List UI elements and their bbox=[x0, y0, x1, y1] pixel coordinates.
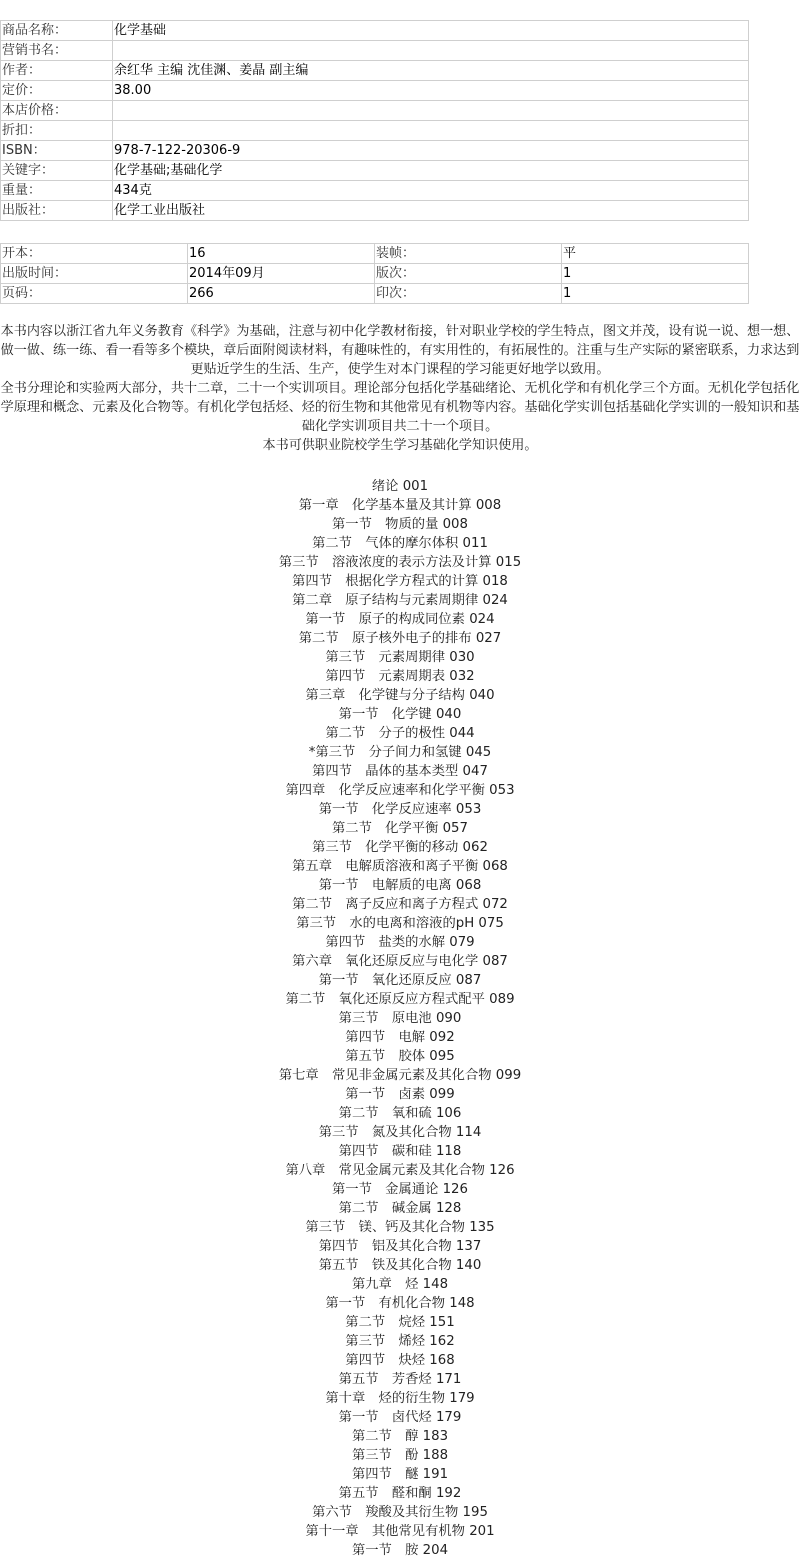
toc-entry: 第三节 原电池 090 bbox=[338, 1011, 462, 1026]
field-label: 重量： bbox=[1, 181, 113, 201]
book-description bbox=[0, 322, 800, 455]
toc-entry: 第五节 芳香烃 171 bbox=[338, 1372, 462, 1387]
field-value: 化学基础 bbox=[113, 21, 749, 41]
toc-entry: 第四节 电解 092 bbox=[345, 1030, 455, 1045]
spec-value: 平 bbox=[562, 244, 749, 264]
toc-entry: 第五节 铁及其化合物 140 bbox=[318, 1258, 482, 1273]
toc-entry: 第二节 离子反应和离子方程式 072 bbox=[292, 897, 508, 912]
toc-entry: 第一节 化学键 040 bbox=[338, 707, 462, 722]
toc-entry: 第三节 烯烃 162 bbox=[345, 1334, 455, 1349]
product-info-row bbox=[1, 201, 749, 221]
toc-entry: 第四节 炔烃 168 bbox=[345, 1353, 455, 1368]
spec-row bbox=[1, 244, 749, 264]
toc-entry: 第三节 水的电离和溶液的pH 075 bbox=[296, 916, 504, 931]
spec-value: 1 bbox=[562, 284, 749, 304]
toc-entry: 第五节 醛和酮 192 bbox=[338, 1486, 462, 1501]
toc-entry: 第一节 化学反应速率 053 bbox=[318, 802, 482, 817]
table-of-contents bbox=[0, 477, 800, 1560]
spec-value: 16 bbox=[188, 244, 375, 264]
toc-entry: 第二节 化学平衡 057 bbox=[332, 821, 468, 836]
field-value bbox=[113, 121, 749, 141]
toc-entry: 第一节 电解质的电离 068 bbox=[318, 878, 482, 893]
toc-entry: 第一章 化学基本量及其计算 008 bbox=[298, 498, 502, 513]
description-paragraph: 本书可供职业院校学生学习基础化学知识使用。 bbox=[262, 438, 538, 453]
toc-entry: 第二章 原子结构与元素周期律 024 bbox=[292, 593, 508, 608]
book-specs-body bbox=[1, 244, 749, 304]
toc-entry: 第二节 氧化还原反应方程式配平 089 bbox=[285, 992, 515, 1007]
toc-entry: 第一节 物质的量 008 bbox=[332, 517, 468, 532]
toc-entry: 第六章 氧化还原反应与电化学 087 bbox=[292, 954, 508, 969]
toc-entry: 绪论 001 bbox=[371, 479, 429, 494]
book-specs-table bbox=[0, 243, 749, 304]
field-label: 定价： bbox=[1, 81, 113, 101]
toc-entry: 第四节 醚 191 bbox=[351, 1467, 449, 1482]
spec-label: 出版时间： bbox=[1, 264, 188, 284]
toc-entry: *第三节 分子间力和氢键 045 bbox=[308, 745, 492, 760]
toc-entry: 第二节 氧和硫 106 bbox=[338, 1106, 462, 1121]
toc-entry: 第四节 元素周期表 032 bbox=[325, 669, 475, 684]
toc-entry: 第二节 烷烃 151 bbox=[345, 1315, 455, 1330]
field-label: 本店价格： bbox=[1, 101, 113, 121]
toc-entry: 第四节 铝及其化合物 137 bbox=[318, 1239, 482, 1254]
toc-entry: 第四节 碳和硅 118 bbox=[338, 1144, 462, 1159]
toc-entry: 第三节 酚 188 bbox=[351, 1448, 449, 1463]
toc-entry: 第四节 根据化学方程式的计算 018 bbox=[292, 574, 508, 589]
product-info-row bbox=[1, 101, 749, 121]
description-paragraph: 全书分理论和实验两大部分，共十二章，二十一个实训项目。理论部分包括化学基础绪论、无机化学和有机化学三个方面。无机化学包括化学原理和概念、元素及化合物等。有机化学包括烃、烃的衍生物和其他常见有机物等内容。基础化学实训包括基础化学实训的一般知识和基础化学实训项目共二十一个项目。 bbox=[0, 381, 800, 434]
field-value bbox=[113, 41, 749, 61]
product-info-row bbox=[1, 141, 749, 161]
toc-entry: 第一节 胺 204 bbox=[351, 1543, 449, 1558]
field-value: 化学基础;基础化学 bbox=[113, 161, 749, 181]
field-label: 商品名称： bbox=[1, 21, 113, 41]
toc-entry: 第三节 氮及其化合物 114 bbox=[318, 1125, 482, 1140]
toc-entry: 第一节 原子的构成同位素 024 bbox=[305, 612, 495, 627]
toc-entry: 第一节 卤素 099 bbox=[345, 1087, 455, 1102]
product-info-row bbox=[1, 181, 749, 201]
field-label: ISBN： bbox=[1, 141, 113, 161]
toc-entry: 第九章 烃 148 bbox=[351, 1277, 449, 1292]
spec-label: 印次： bbox=[375, 284, 562, 304]
toc-entry: 第二节 原子核外电子的排布 027 bbox=[298, 631, 502, 646]
toc-entry: 第一节 卤代烃 179 bbox=[338, 1410, 462, 1425]
spec-label: 页码： bbox=[1, 284, 188, 304]
field-label: 作者： bbox=[1, 61, 113, 81]
field-value: 434克 bbox=[113, 181, 749, 201]
spec-label: 开本： bbox=[1, 244, 188, 264]
field-value: 38.00 bbox=[113, 81, 749, 101]
product-info-row bbox=[1, 81, 749, 101]
toc-entry: 第二节 碱金属 128 bbox=[338, 1201, 462, 1216]
product-info-row bbox=[1, 161, 749, 181]
spec-row bbox=[1, 284, 749, 304]
toc-entry: 第十章 烃的衍生物 179 bbox=[325, 1391, 475, 1406]
field-label: 关键字： bbox=[1, 161, 113, 181]
toc-entry: 第五节 胶体 095 bbox=[345, 1049, 455, 1064]
spec-value: 2014年09月 bbox=[188, 264, 375, 284]
toc-entry: 第八章 常见金属元素及其化合物 126 bbox=[285, 1163, 515, 1178]
toc-entry: 第二节 分子的极性 044 bbox=[325, 726, 475, 741]
toc-entry: 第一节 金属通论 126 bbox=[332, 1182, 468, 1197]
toc-entry: 第四章 化学反应速率和化学平衡 053 bbox=[285, 783, 515, 798]
product-info-table bbox=[0, 20, 749, 221]
field-label: 出版社： bbox=[1, 201, 113, 221]
toc-entry: 第三节 元素周期律 030 bbox=[325, 650, 475, 665]
toc-entry: 第一节 有机化合物 148 bbox=[325, 1296, 475, 1311]
toc-entry: 第五章 电解质溶液和离子平衡 068 bbox=[292, 859, 508, 874]
spec-label: 装帧： bbox=[375, 244, 562, 264]
field-label: 营销书名： bbox=[1, 41, 113, 61]
spec-value: 1 bbox=[562, 264, 749, 284]
spec-label: 版次： bbox=[375, 264, 562, 284]
product-info-row bbox=[1, 41, 749, 61]
toc-entry: 第三章 化学键与分子结构 040 bbox=[305, 688, 495, 703]
toc-entry: 第七章 常见非金属元素及其化合物 099 bbox=[278, 1068, 522, 1083]
product-info-row bbox=[1, 21, 749, 41]
toc-entry: 第三节 化学平衡的移动 062 bbox=[312, 840, 488, 855]
spec-row bbox=[1, 264, 749, 284]
description-paragraph: 本书内容以浙江省九年义务教育《科学》为基础，注意与初中化学教材衔接，针对职业学校的学生特点，图文并茂，设有说一说、想一想、做一做、练一练、看一看等多个模块，章后面附阅读材料，有趣味性的，有实用性的，有拓展性的。注重与生产实际的紧密联系，力求达到更贴近学生的生活、生产，使学生对本门课程的学习能更好地学以致用。 bbox=[0, 324, 800, 377]
toc-entry: 第六节 羧酸及其衍生物 195 bbox=[312, 1505, 488, 1520]
field-label: 折扣： bbox=[1, 121, 113, 141]
field-value: 化学工业出版社 bbox=[113, 201, 749, 221]
toc-entry: 第四节 盐类的水解 079 bbox=[325, 935, 475, 950]
field-value: 978-7-122-20306-9 bbox=[113, 141, 749, 161]
toc-entry: 第一节 氧化还原反应 087 bbox=[318, 973, 482, 988]
product-info-body bbox=[1, 21, 749, 221]
field-value: 余红华 主编 沈佳渊、姜晶 副主编 bbox=[113, 61, 749, 81]
toc-entry: 第三节 镁、钙及其化合物 135 bbox=[305, 1220, 495, 1235]
spec-value: 266 bbox=[188, 284, 375, 304]
product-info-row bbox=[1, 61, 749, 81]
toc-entry: 第四节 晶体的基本类型 047 bbox=[312, 764, 488, 779]
product-info-row bbox=[1, 121, 749, 141]
field-value bbox=[113, 101, 749, 121]
toc-entry: 第十一章 其他常见有机物 201 bbox=[305, 1524, 495, 1539]
toc-entry: 第三节 溶液浓度的表示方法及计算 015 bbox=[278, 555, 522, 570]
toc-entry: 第二节 气体的摩尔体积 011 bbox=[312, 536, 488, 551]
toc-entry: 第二节 醇 183 bbox=[351, 1429, 449, 1444]
